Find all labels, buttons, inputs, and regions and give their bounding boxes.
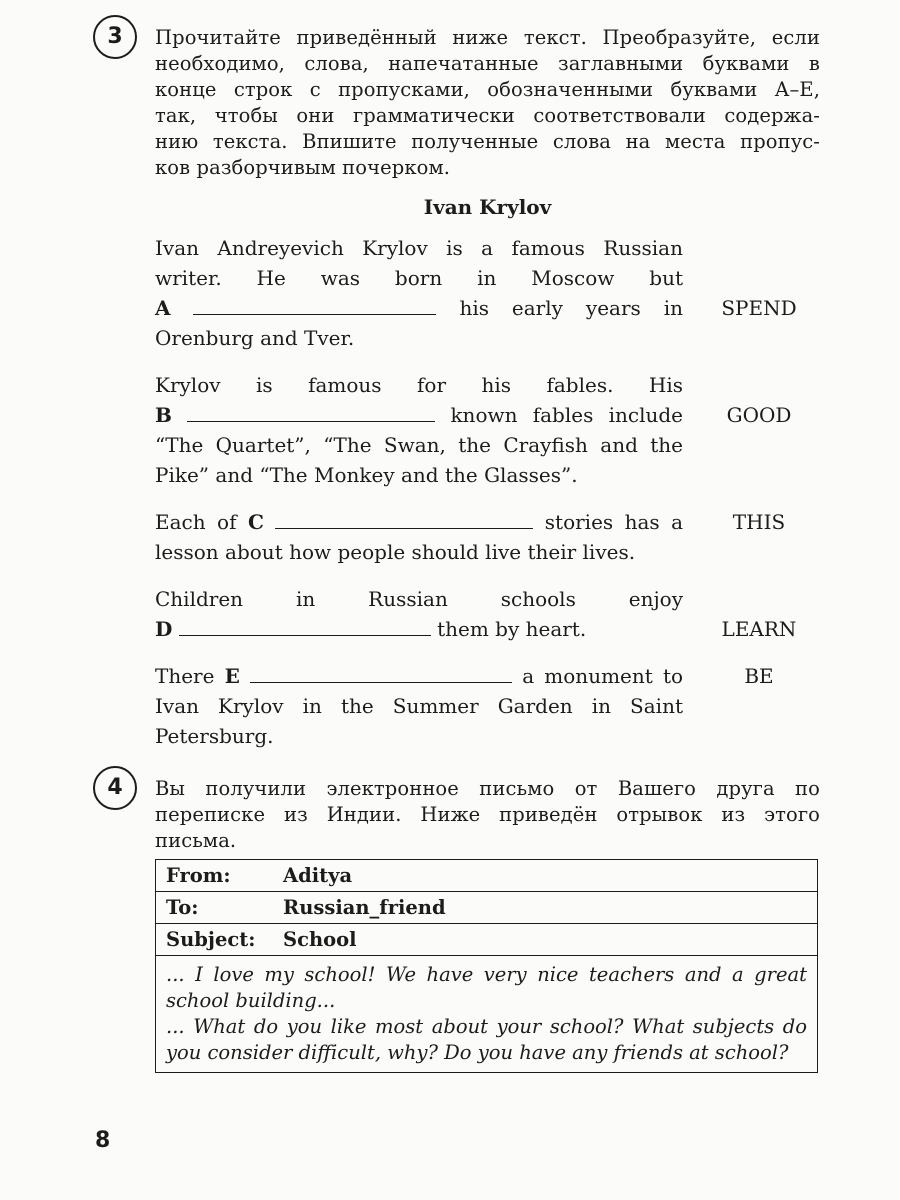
email-excerpt [155, 859, 818, 1073]
email-subject-label: Subject: [156, 924, 272, 956]
instruction-line: нию текста. Впишите полученные слова на места пропус- [155, 130, 820, 153]
email-to-label: To: [156, 892, 272, 924]
email-subject-value: School [271, 924, 818, 956]
instruction-line: конце строк с пропусками, обозначенными буквами А–Е, [155, 78, 820, 101]
gap-line [155, 293, 683, 323]
text-line: writer. He was born in Moscow but [155, 266, 683, 290]
email-body-row [156, 956, 818, 1073]
email-from-value: Aditya [271, 860, 818, 892]
text-fragment: his early years in [459, 296, 683, 320]
text-fragment: There [155, 664, 215, 688]
email-to-row [156, 892, 818, 924]
answer-blank-a[interactable] [193, 294, 436, 315]
text-fragment: them by heart. [437, 617, 587, 641]
gap-letter: B [155, 403, 172, 427]
text-line: “The Quartet”, “The Swan, the Crayfish and the [155, 433, 683, 457]
paragraph-a [155, 233, 683, 353]
text-title: Ivan Krylov [423, 195, 552, 219]
answer-blank-d[interactable] [179, 615, 431, 636]
gap-letter: A [155, 296, 171, 320]
email-body-line: ... I love my school! We have very nice teachers and a great school building... [166, 963, 807, 1012]
gap-letter: D [155, 617, 173, 641]
instruction-line: необходимо, слова, напечатанные заглавными буквами в [155, 52, 820, 75]
paragraph-d [155, 584, 683, 644]
text-line: Children in Russian schools enjoy [155, 587, 683, 611]
keyword-a: SPEND [721, 296, 797, 320]
answer-blank-b[interactable] [187, 401, 435, 422]
instruction-line: переписке из Индии. Ниже приведён отрывок из этого [155, 803, 820, 826]
text-line: Pike” and “The Monkey and the Glasses”. [155, 463, 578, 487]
paragraph-e [155, 661, 683, 751]
instruction-line: ков разборчивым почерком. [155, 156, 451, 179]
gap-letter: C [247, 510, 264, 534]
text-fragment: stories has a [544, 510, 684, 534]
text-line: Orenburg and Tver. [155, 326, 355, 350]
paragraph-b [155, 370, 683, 490]
instruction-line: письма. [155, 829, 237, 852]
keyword-e: BE [744, 664, 774, 688]
text-line: Ivan Krylov in the Summer Garden in Saint [155, 694, 683, 718]
email-body [156, 956, 818, 1073]
text-line: lesson about how people should live their lives. [155, 540, 636, 564]
instruction-line: так, чтобы они грамматически соответствовали содержа- [155, 104, 820, 127]
email-subject-row [156, 924, 818, 956]
keyword-d: LEARN [721, 617, 797, 641]
text-line: Krylov is famous for his fables. His [155, 373, 683, 397]
gap-line [155, 507, 683, 537]
keyword-c: THIS [732, 510, 786, 534]
page-number: 8 [95, 1128, 111, 1153]
answer-blank-e[interactable] [250, 662, 512, 683]
text-fragment: Each of [155, 510, 237, 534]
keyword-b: GOOD [726, 403, 792, 427]
task-4-number: 4 [93, 766, 137, 810]
task-3-instruction [155, 25, 820, 181]
gap-line [155, 614, 683, 644]
email-from-label: From: [156, 860, 272, 892]
email-from-row [156, 860, 818, 892]
gap-letter: E [224, 664, 240, 688]
gap-line [155, 400, 683, 430]
gap-line [155, 661, 683, 691]
text-line: Petersburg. [155, 724, 274, 748]
text-line: Ivan Andreyevich Krylov is a famous Russian [155, 236, 683, 260]
task-4-instruction [155, 776, 820, 854]
email-body-line: ... What do you like most about your school? What subjects do you consider difficult, why? Do you have any friends at school? [166, 1015, 807, 1064]
answer-blank-c[interactable] [275, 508, 533, 529]
email-to-value: Russian_friend [271, 892, 818, 924]
text-fragment: a monument to [522, 664, 684, 688]
text-fragment: known fables include [450, 403, 684, 427]
instruction-line: Прочитайте приведённый ниже текст. Преобразуйте, если [155, 26, 820, 49]
task-3-number: 3 [93, 15, 137, 59]
paragraph-c [155, 507, 683, 567]
instruction-line: Вы получили электронное письмо от Вашего друга по [155, 777, 820, 800]
